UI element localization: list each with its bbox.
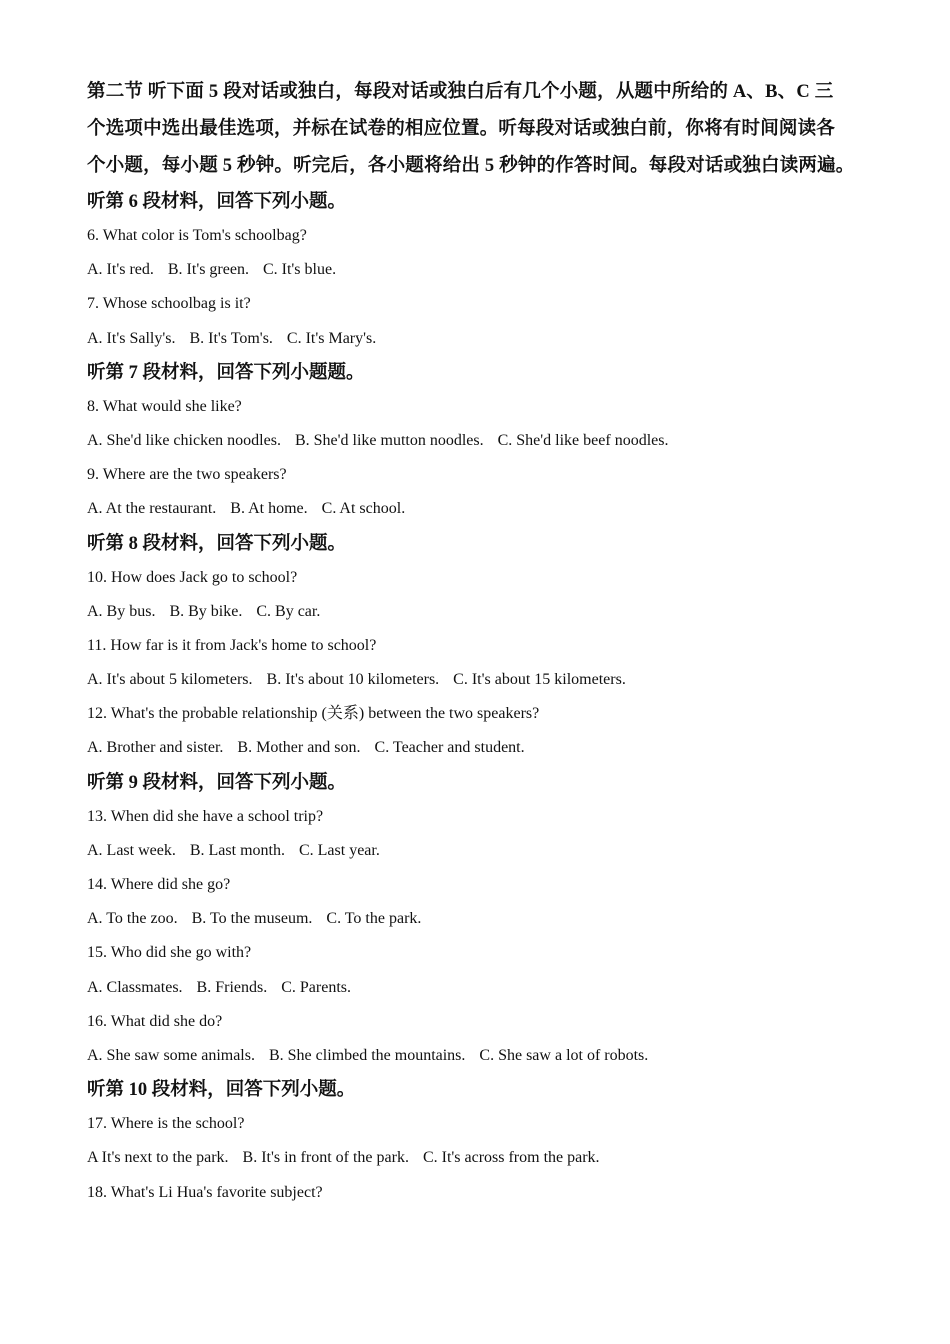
option-a: A. By bus. xyxy=(87,602,156,620)
option-b: B. To the museum. xyxy=(191,910,313,928)
option-a: A. Brother and sister. xyxy=(87,739,224,757)
option-a: A. Classmates. xyxy=(87,978,183,996)
question-text: 13. When did she have a school trip? xyxy=(87,807,324,825)
instruction-line: 个选项中选出最佳选项，并标在试卷的相应位置。听每段对话或独白前，你将有时间阅读各 xyxy=(87,119,836,139)
question-text: 8. What would she like? xyxy=(87,397,242,415)
section-heading: 听第 10 段材料，回答下列小题。 xyxy=(87,1080,356,1101)
question-text: 17. Where is the school? xyxy=(87,1115,245,1133)
option-b: B. It's Tom's. xyxy=(189,329,273,347)
option-a: A. She saw some animals. xyxy=(87,1046,255,1064)
option-b: B. It's green. xyxy=(167,261,249,279)
answer-options xyxy=(87,492,877,526)
option-b: B. She climbed the mountains. xyxy=(268,1046,466,1064)
listening-section xyxy=(87,527,877,766)
listening-section xyxy=(87,185,877,356)
instruction-line: 第二节 听下面 5 段对话或独白，每段对话或独白后有几个小题，从题中所给的 A、B、C 三 xyxy=(87,82,834,102)
option-b: B. It's about 10 kilometers. xyxy=(266,671,440,689)
option-b: B. By bike. xyxy=(169,602,243,620)
option-c: C. It's across from the park. xyxy=(422,1149,600,1167)
question-text: 12. What's the probable relationship (关系) between the two speakers? xyxy=(87,705,540,723)
question-text: 9. Where are the two speakers? xyxy=(87,466,287,484)
listening-section xyxy=(87,766,877,1074)
answer-options xyxy=(87,971,877,1005)
answer-options xyxy=(87,595,877,629)
option-a: A. It's about 5 kilometers. xyxy=(87,671,253,689)
question-text: 6. What color is Tom's schoolbag? xyxy=(87,227,307,244)
option-b: B. She'd like mutton noodles. xyxy=(294,431,484,449)
question-text: 18. What's Li Hua's favorite subject? xyxy=(87,1183,323,1201)
option-a: A. At the restaurant. xyxy=(87,500,217,518)
question-text: 11. How far is it from Jack's home to school? xyxy=(87,636,377,654)
answer-options xyxy=(87,834,877,868)
option-a: A. Last week. xyxy=(87,841,176,859)
question-text: 15. Who did she go with? xyxy=(87,944,252,962)
answer-options xyxy=(87,731,877,765)
option-c: C. To the park. xyxy=(326,910,422,928)
answer-options xyxy=(87,253,877,287)
option-c: C. Teacher and student. xyxy=(374,739,525,757)
option-b: B. It's in front of the park. xyxy=(242,1149,409,1167)
answer-options xyxy=(87,1141,877,1175)
answer-options xyxy=(87,663,877,697)
section-heading: 听第 9 段材料，回答下列小题。 xyxy=(87,772,347,793)
option-c: C. Parents. xyxy=(281,978,351,996)
section-heading: 听第 6 段材料，回答下列小题。 xyxy=(87,192,347,212)
answer-options xyxy=(87,902,877,936)
instruction-line: 个小题，每小题 5 秒钟。听完后，各小题将给出 5 秒钟的作答时间。每段对话或独白读两遍。 xyxy=(87,156,855,176)
question-text: 10. How does Jack go to school? xyxy=(87,568,298,586)
listening-section xyxy=(87,356,877,527)
option-a: A It's next to the park. xyxy=(87,1149,229,1167)
answer-options xyxy=(87,322,877,356)
option-c: C. It's Mary's. xyxy=(286,329,377,347)
question-text: 7. Whose schoolbag is it? xyxy=(87,295,251,313)
option-b: B. Mother and son. xyxy=(237,739,361,757)
option-b: B. Last month. xyxy=(189,841,285,859)
exam-page xyxy=(87,74,877,1210)
option-c: C. She saw a lot of robots. xyxy=(479,1046,649,1064)
option-a: A. It's Sally's. xyxy=(87,329,176,347)
section-heading: 听第 8 段材料，回答下列小题。 xyxy=(87,533,347,554)
section-heading: 听第 7 段材料，回答下列小题题。 xyxy=(87,362,365,383)
option-c: C. At school. xyxy=(321,500,406,518)
option-c: C. It's blue. xyxy=(262,261,337,279)
question-text: 14. Where did she go? xyxy=(87,876,231,893)
option-a: A. She'd like chicken noodles. xyxy=(87,431,281,449)
option-c: C. Last year. xyxy=(298,841,380,859)
option-c: C. By car. xyxy=(256,602,321,620)
listening-section xyxy=(87,1073,877,1210)
option-c: C. She'd like beef noodles. xyxy=(497,431,669,449)
option-a: A. It's red. xyxy=(87,261,154,279)
option-c: C. It's about 15 kilometers. xyxy=(453,671,626,689)
section-instructions xyxy=(87,74,877,185)
option-b: B. Friends. xyxy=(196,978,268,996)
question-text: 16. What did she do? xyxy=(87,1012,223,1030)
option-b: B. At home. xyxy=(230,500,308,518)
option-a: A. To the zoo. xyxy=(87,910,178,928)
answer-options xyxy=(87,1039,877,1073)
answer-options xyxy=(87,424,877,458)
